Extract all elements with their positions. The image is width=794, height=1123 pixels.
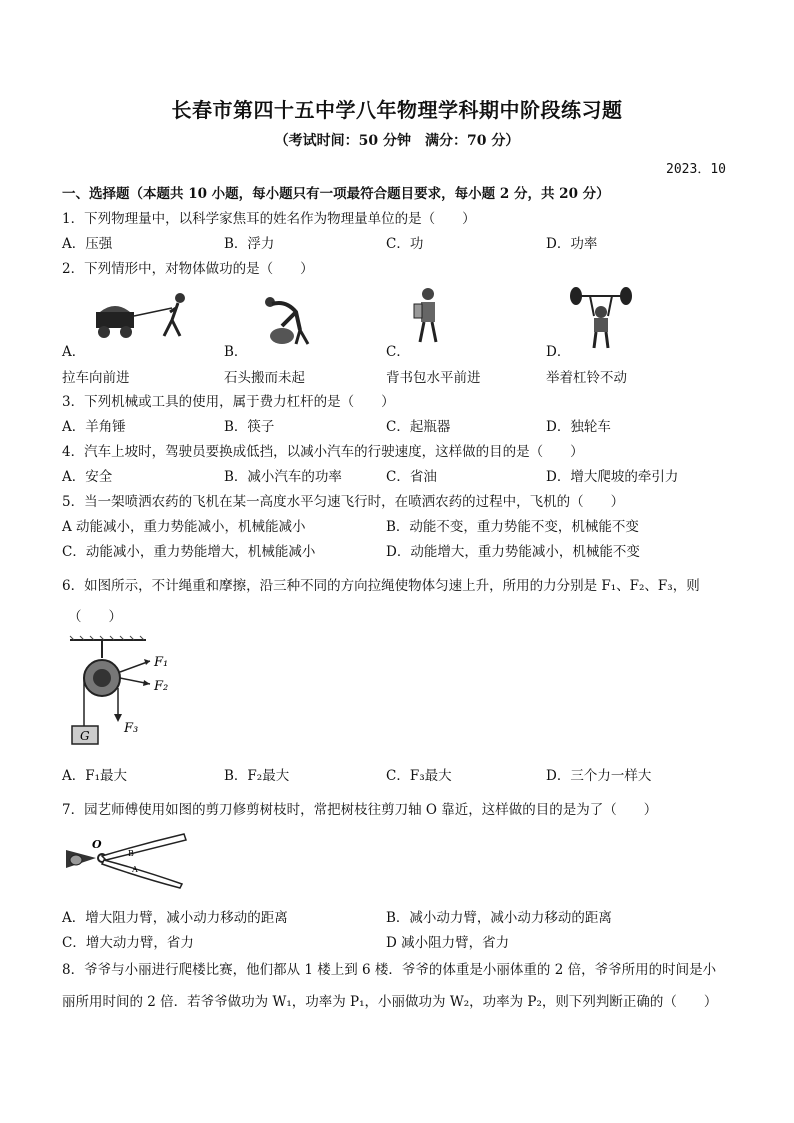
pulling-cart-figure <box>92 290 192 348</box>
q7-stem: 7．园艺师傅使用如图的剪刀修剪树枝时，常把树枝往剪刀轴 O 靠近，这样做的目的是为了（ ） <box>62 802 658 818</box>
f2-label: F₂ <box>154 679 169 694</box>
page-title: 长春市第四十五中学八年物理学科期中阶段练习题 <box>171 98 623 122</box>
q2-caption-b: 石头搬而未起 <box>224 370 305 386</box>
pulley-figure <box>64 634 184 750</box>
q2-caption-a: 拉车向前进 <box>62 370 130 386</box>
q5-option-b: B．动能不变，重力势能不变，机械能不变 <box>386 519 639 535</box>
lifting-stone-figure <box>256 292 316 348</box>
q6-stem: 6．如图所示，不计绳重和摩擦，沿三种不同的方向拉绳使物体匀速上升，所用的力分别是 F₁、F₂、F₃，则 <box>62 578 700 594</box>
q6-option-b: B．F₂最大 <box>224 768 290 784</box>
shears-figure <box>62 828 192 890</box>
q3-stem: 3．下列机械或工具的使用，属于费力杠杆的是（ ） <box>62 394 395 410</box>
q2-caption-d: 举着杠铃不动 <box>546 370 627 386</box>
q1-stem: 1．下列物理量中，以科学家焦耳的姓名作为物理量单位的是（ ） <box>62 211 476 227</box>
q8-stem-line1: 8．爷爷与小丽进行爬楼比赛，他们都从 1 楼上到 6 楼．爷爷的体重是小丽体重的 2 倍，爷爷所用的时间是小 <box>62 962 717 978</box>
q5-option-d: D．动能增大，重力势能减小，机械能不变 <box>386 544 640 560</box>
exam-date: 2023．10 <box>666 162 726 177</box>
pivot-o-label: O <box>92 838 102 851</box>
q4-option-b: B．减小汽车的功率 <box>224 469 342 485</box>
q4-stem: 4．汽车上坡时，驾驶员要换成低挡，以减小汽车的行驶速度，这样做的目的是（ ） <box>62 444 584 460</box>
q7-option-b: B．减小动力臂，减小动力移动的距离 <box>386 910 612 926</box>
q1-option-d: D．功率 <box>546 236 598 252</box>
q7-option-a: A．增大阻力臂，减小动力移动的距离 <box>62 910 288 926</box>
section-heading: 一、选择题（本题共 10 小题，每小题只有一项最符合题目要求，每小题 2 分，共 20 分） <box>62 186 610 202</box>
q1-option-b: B．浮力 <box>224 236 275 252</box>
q6-option-c: C．F₃最大 <box>386 768 452 784</box>
q3-option-a: A．羊角锤 <box>62 419 126 435</box>
q4-option-d: D．增大爬坡的牵引力 <box>546 469 679 485</box>
f1-label: F₁ <box>154 655 169 670</box>
q1-option-c: C．功 <box>386 236 424 252</box>
holding-barbell-figure <box>566 286 636 352</box>
q2-caption-c: 背书包水平前进 <box>386 370 481 386</box>
q2-stem: 2．下列情形中，对物体做功的是（ ） <box>62 261 314 277</box>
point-a-label: A <box>132 865 138 874</box>
q5-option-c: C．动能减小，重力势能增大，机械能减小 <box>62 544 316 560</box>
q4-option-a: A．安全 <box>62 469 113 485</box>
exam-info: （考试时间：50 分钟 满分：70 分） <box>274 133 520 149</box>
q5-stem: 5．当一架喷洒农药的飞机在某一高度水平匀速飞行时，在喷洒农药的过程中，飞机的（ ） <box>62 494 625 510</box>
q3-option-b: B．筷子 <box>224 419 275 435</box>
q3-option-d: D．独轮车 <box>546 419 611 435</box>
q7-option-d: D 减小阻力臂，省力 <box>386 935 510 951</box>
q3-option-c: C．起瓶器 <box>386 419 451 435</box>
f3-label: F₃ <box>124 721 139 736</box>
weight-label: G <box>80 729 90 743</box>
q2-label-c: C． <box>386 344 410 360</box>
q4-option-c: C．省油 <box>386 469 437 485</box>
q2-label-b: B． <box>224 344 248 360</box>
q1-option-a: A．压强 <box>62 236 113 252</box>
q2-label-d: D． <box>546 344 571 360</box>
q6-stem-blank: （ ） <box>68 609 122 625</box>
q6-option-a: A．F₁最大 <box>62 768 128 784</box>
q8-stem-line2: 丽所用时间的 2 倍．若爷爷做功为 W₁，功率为 P₁，小丽做功为 W₂，功率为 P₂，则下列判断正确的（ ） <box>62 994 718 1010</box>
q5-option-a: A 动能减小，重力势能减小，机械能减小 <box>62 519 306 535</box>
walking-backpack-figure <box>408 286 448 350</box>
point-b-label: B <box>128 849 134 858</box>
q7-option-c: C．增大动力臂，省力 <box>62 935 194 951</box>
q6-option-d: D．三个力一样大 <box>546 768 652 784</box>
q2-label-a: A． <box>62 344 86 360</box>
